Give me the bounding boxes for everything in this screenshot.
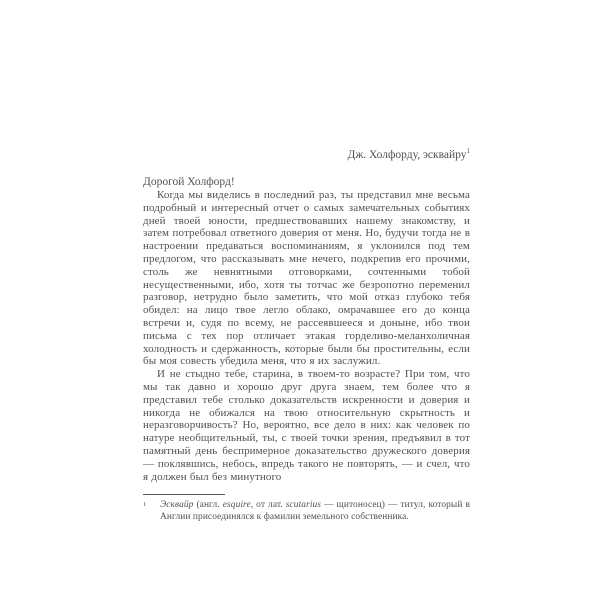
footnote-term: Эсквайр: [160, 500, 194, 511]
letter-paragraph: И не стыдно тебе, старина, в твоем-то возрасте? При том, что мы так давно и хорошо друг друга знаем, тем более что я представил тебе столько доказательств искренности и доверия и никогда не обижался на твою относительную скрытность и неразговорчивость? Но, вероятно, все дело в них: как человек по натуре необщительный, ты, с твоей точки зрения, предъявил в тот памятный день беспримерное доказательство дружеского доверия — поклявшись, небось, впредь такого не повторять, — и счел, что я должен был без минутного: [143, 368, 470, 483]
footnote-latin-term: esquire: [222, 500, 251, 511]
footnote-text: (англ.: [193, 500, 223, 511]
salutation-line: [143, 149, 470, 162]
footnote: [143, 500, 470, 523]
footnote-latin-term: scutarius: [285, 500, 322, 511]
footnote-reference: 1: [466, 147, 470, 156]
footnote-divider: [143, 494, 225, 495]
greeting-line: Дорогой Холфорд!: [143, 176, 235, 188]
footnote-text: , от лат.: [250, 500, 286, 511]
salutation-text: Дж. Холфорду, эсквайру: [347, 149, 467, 161]
text-column: [143, 149, 470, 523]
footnote-block: [143, 494, 470, 523]
footnote-marker: 1: [143, 501, 147, 509]
letter-paragraph: Когда мы виделись в последний раз, ты представил мне весьма подробный и интересный отчет о самых замечательных событиях дней твоей юности, предшествовавших нашему знакомству, и затем потребовал ответного доверия от меня. Но, будучи тогда не в настроении предаваться воспоминаниям, я уклонился под тем предлогом, что рассказывать мне нечего, подкрепив его прочими, столь же невнятными отговорками, сочтенными тобой несущественными, ибо, хотя ты тотчас же безропотно переменил разговор, нетрудно было заметить, что мой отказ глубоко тебя обидел: на лицо твое легло облако, омрачавшее его до конца встречи и, судя по всему, не рассеявшееся и доныне, ибо твои письма с тех пор отличает этакая горделиво-меланхоличная холодность и сдержанность, которые были бы простительны, если бы моя совесть убедила меня, что я их заслужил.: [143, 189, 470, 368]
footnote-text: — щитоносец) — титул, который в Англии присоединялся к фамилии земельного собственника.: [160, 500, 470, 522]
